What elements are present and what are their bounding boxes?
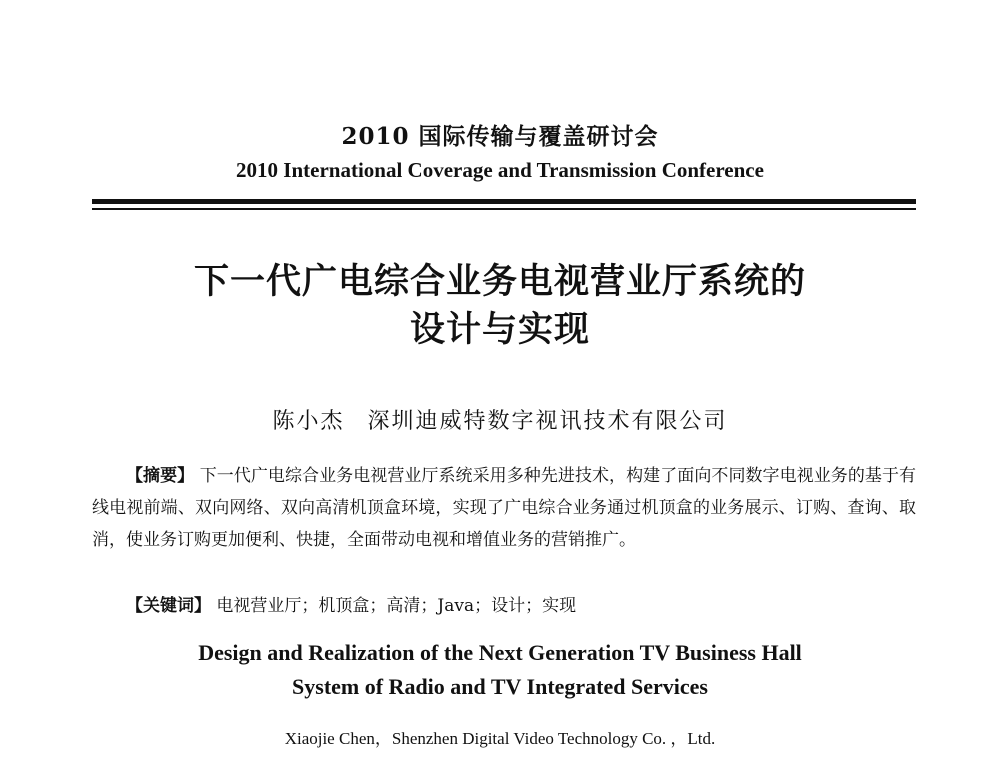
authors-en: Xiaojie Chen，Shenzhen Digital Video Technology Co. ，Ltd. — [284, 729, 716, 748]
paper-title-cn — [0, 258, 1000, 354]
paper-title-cn-line2: 设计与实现 — [409, 310, 590, 350]
paper-title-en — [0, 636, 1000, 704]
paper-title-en-line2: System of Radio and TV Integrated Services — [292, 674, 708, 699]
abstract-paragraph — [92, 460, 916, 556]
abstract-label: 【摘要】 — [126, 466, 195, 486]
authors-cn: 陈小杰 深圳迪威特数字视讯技术有限公司 — [272, 409, 728, 434]
conference-title-cn: 2010 国际传输与覆盖研讨会 — [341, 123, 659, 150]
keywords-line — [126, 590, 916, 622]
paper-title-cn-line1: 下一代广电综合业务电视营业厅系统的 — [193, 262, 806, 302]
abstract-text: 下一代广电综合业务电视营业厅系统采用多种先进技术，构建了面向不同数字电视业务的基于有线电视前端、双向网络、双向高清机顶盒环境，实现了广电综合业务通过机顶盒的业务展示、订购、查询、取消，使业务订购更加便利、快捷，全面带动电视和增值业务的营销推广。 — [92, 466, 917, 550]
keywords-text: 电视营业厅；机顶盒；高清；Java；设计；实现 — [216, 596, 577, 616]
keywords-label: 【关键词】 — [126, 596, 211, 616]
conference-title-en: 2010 International Coverage and Transmission Conference — [236, 158, 764, 182]
header-rule-thin — [92, 208, 916, 210]
header-rule-thick — [92, 199, 916, 204]
paper-title-en-line1: Design and Realization of the Next Generation TV Business Hall — [198, 640, 802, 665]
